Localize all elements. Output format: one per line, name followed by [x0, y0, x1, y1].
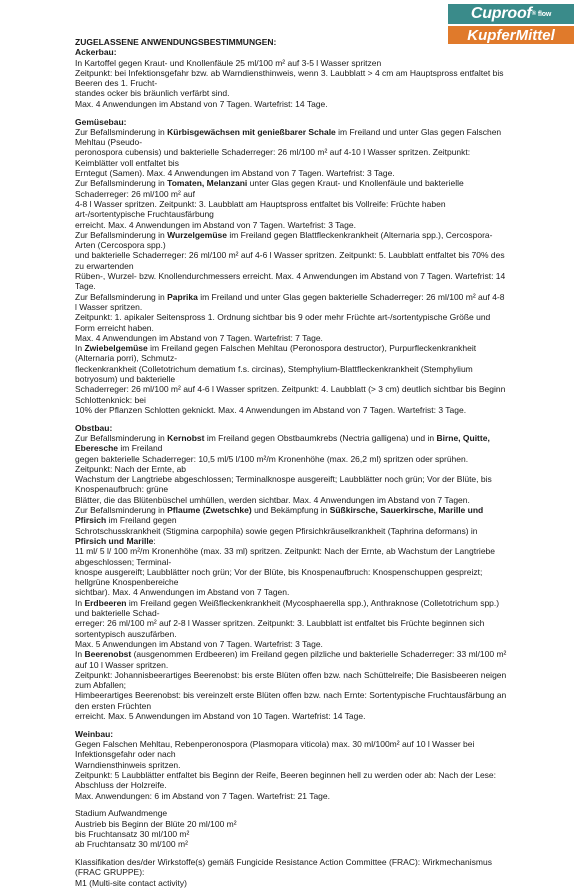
obstbau-line: sichtbar). Max. 4 Anwendungen im Abstand von 7 Tagen. [75, 587, 290, 598]
obstbau-line: Blätter, die das Blütenbüschel umhüllen, werden sichtbar. Max. 4 Anwendungen im Abstand von 7 Tagen. [75, 494, 470, 505]
obstbau-line: knospe ausgereift; Laubblätter noch grün; Vor der Blüte, bis Knospenaufbruch: Knospenschuppen gespreizt; hellgrüne Knospenbereiche [75, 566, 483, 588]
crop-name: Zwiebelgemüse [84, 343, 148, 354]
obstbau-erdbeeren-line: In Erdbeeren im Freiland gegen Weißfleckenkrankheit (Mycosphaerella spp.), Anthraknose (Colletotrichum spp.) und bakterielle Schad- [75, 597, 500, 619]
weinbau-line: Zeitpunkt: 5 Laubblätter entfaltet bis Beginn der Reife, Beeren beginnen hell zu werden oder ab: Nach der Lese: Abschluss der Holzreife. [75, 769, 497, 791]
obstbau-line: Wachstum der Langtriebe abgeschlossen; Terminalknospe ausgereift; Laubblätter noch grün; Vor der Blüte, bis Knospenaufbruch: grüne [75, 474, 492, 495]
obstbau-beerenobst-line: In Beerenobst (ausgenommen Erdbeeren) im Freiland gegen pilzliche und bakterielle Schaderreger: 33 ml/100 m² auf 10 l Wasser spritzen. [75, 649, 507, 670]
weinbau-line: Warndiensthinweis spritzen. [75, 759, 181, 770]
gemuese-line: Max. 4 Anwendungen im Abstand von 7 Tagen. Wartefrist: 7 Tage. [75, 332, 323, 343]
crop-name: Beerenobst [84, 649, 132, 660]
section-heading-gemuesebau: Gemüsebau: [75, 116, 127, 127]
gemuese-line: fleckenkrankheit (Colletotrichum dematium f.s. circinas), Stemphylium-Blattfleckenkrankheit (Stemphylium botryosum) und bakterielle [75, 363, 473, 384]
gemuese-line: peronospora cubensis) und bakterielle Schaderreger: 26 ml/100 m² auf 4-10 l Wasser spritzen. Zeitpunkt: Keimblätter voll entfaltet bis [75, 147, 471, 168]
gemuese-line: Rüben-, Wurzel- bzw. Knollendurchmessers erreicht. Max. 4 Anwendungen im Abstand von 7 Tagen. Wartefrist: 14 Tage. [75, 271, 506, 292]
ackerbau-line: standes ocker bis bräunlich verfärbt sind. [75, 88, 230, 99]
ackerbau-line: Max. 4 Anwendungen im Abstand von 7 Tagen. Wartefrist: 14 Tage. [75, 98, 328, 109]
obstbau-line: Max. 5 Anwendungen im Abstand von 7 Tagen. Wartefrist: 3 Tage. [75, 638, 323, 649]
crop-name: Wurzelgemüse [167, 229, 227, 240]
crop-name: Kernobst [167, 432, 205, 443]
section-heading-weinbau: Weinbau: [75, 728, 114, 739]
crop-name: Kürbisgewächsen mit genießbarer Schale [167, 126, 336, 137]
gemuese-zwiebel-line: In Zwiebelgemüse im Freiland gegen Falschen Mehltau (Peronospora destructor), Purpurfleckenkrankheit (Alternaria porri), Schmutz- [75, 343, 477, 364]
document-title: ZUGELASSENE ANWENDUNGSBESTIMMUNGEN: [75, 37, 277, 47]
crop-name: Pflaume (Zwetschke) [167, 505, 252, 516]
ackerbau-line: In Kartoffel gegen Kraut- und Knollenfäule 25 ml/100 m² auf 3-5 l Wasser spritzen [75, 57, 382, 68]
frac-classification: Klassifikation des/der Wirkstoffe(s) gemäß Fungicide Resistance Action Committee (FRAC): Wirkmechanismus (FRAC GRUPPE): [75, 857, 492, 878]
obstbau-line: erreger: 26 ml/100 m² auf 2-8 l Wasser spritzen. Zeitpunkt: 3. Laubblatt ist entfaltet bis Früchte beginnen sich sortentypisch auszufärben. [75, 618, 485, 639]
brand-flow: flow [537, 10, 552, 18]
stadium-line: Austrieb bis Beginn der Blüte 20 ml/100 m² [75, 818, 237, 829]
obstbau-line: erreicht. Max. 5 Anwendungen im Abstand von 10 Tagen. Wartefrist: 14 Tage. [75, 711, 366, 721]
crop-name: Erdbeeren [84, 597, 127, 608]
obstbau-line: 11 ml/ 5 l/ 100 m²/m Kronenhöhe (max. 33 ml) spritzen. Zeitpunkt: Nach der Ernte, ab Wachstum der Langtriebe abgeschlossen; Terminal- [75, 546, 495, 567]
gemuese-kuerbis-line: Zur Befallsminderung in Kürbisgewächsen mit genießbarer Schale im Freiland und unter Glas gegen Falschen Mehltau (Pseudo- [75, 126, 502, 148]
obstbau-line: Zeitpunkt: Johannisbeerartiges Beerenobst: bis erste Blüten offen bzw. nach Schüttelreife; Die Basisbeeren neigen zum Abfallen; [75, 669, 507, 691]
weinbau-line: Max. Anwendungen: 6 im Abstand von 7 Tagen. Wartefrist: 21 Tage. [75, 790, 330, 801]
weinbau-line: Gegen Falschen Mehltau, Rebenperonospora (Plasmopara viticola) max. 30 ml/100m² auf 10 l Wasser bei Infektionsgefahr oder nach [75, 739, 475, 760]
crop-name: Pfirsich und Marille [75, 535, 154, 546]
obstbau-kernobst-line: Zur Befallsminderung in Kernobst im Freiland gegen Obstbaumkrebs (Nectria galligena) und in Birne, Quitte, Eberesche im Freiland [75, 432, 490, 454]
gemuese-line: und bakterielle Schaderreger: 26 ml/100 m² auf 4-6 l Wasser spritzen. Zeitpunkt: 5. Laubblatt entfaltet bis 70% des zu erwartenden [75, 250, 505, 271]
gemuese-tomaten-line: Zur Befallsminderung in Tomaten, Melanzani unter Glas gegen Kraut- und Knollenfäule und bakterielle Schaderreger: 26 ml/100 m² auf [75, 178, 464, 199]
section-heading-ackerbau: Ackerbau: [75, 47, 117, 58]
crop-name: Paprika [167, 291, 198, 302]
gemuese-line: 10% der Pflanzen Schlotten geknickt. Max. 4 Anwendungen im Abstand von 7 Tagen. Wartefrist: 3 Tage. [75, 404, 467, 415]
gemuese-line: 4-8 l Wasser spritzen. Zeitpunkt: 3. Laubblatt am Hauptspross entfaltet bis Vollreife: Früchte haben art-/sortentypische Fruchtausfärbung [75, 198, 446, 220]
obstbau-pflaume-line: Zur Befallsminderung in Pflaume (Zwetschke) und Bekämpfung in Süßkirsche, Sauerkirsche, Marille und Pfirsich im Freiland gegen [75, 505, 484, 526]
brand-reg: ® [531, 11, 536, 17]
gemuese-line: Schaderreger: 26 ml/100 m² auf 4-6 l Wasser spritzen. Zeitpunkt: 4. Laubblatt (> 3 cm) deutlich sichtbar bis Beginn Schlottenknick: bei [75, 384, 506, 405]
gemuese-paprika-line: Zur Befallsminderung in Paprika im Freiland und unter Glas gegen bakterielle Schaderreger: 26 ml/100 m² auf 4-8 l Wasser spritzen. [75, 291, 505, 312]
crop-name: Tomaten, Melanzani [167, 178, 248, 189]
stadium-header: Stadium Aufwandmenge [75, 808, 168, 819]
label-text [75, 37, 507, 888]
ackerbau-line: Zeitpunkt: bei Infektionsgefahr bzw. ab Warndiensthinweis, wenn 3. Laubblatt > 4 cm am Hauptspross entfaltet bis Beeren des 1. Frucht- [75, 67, 504, 89]
brand-name: Cuproof [470, 5, 532, 22]
obstbau-line: Himbeerartiges Beerenobst: bis vereinzelt erste Blüten offen bzw. nach Ernte: Sortentypische Fruchtausfärbung an den ersten Früchten [75, 690, 507, 711]
gemuese-line: Erntegut (Samen). Max. 4 Anwendungen im Abstand von 7 Tagen. Wartefrist: 3 Tage. [75, 168, 395, 179]
section-heading-obstbau: Obstbau: [75, 422, 113, 433]
gemuese-wurzel-line: Zur Befallsminderung in Wurzelgemüse im Freiland gegen Blattfleckenkrankheit (Alternaria spp.), Cercospora-Arten (Cercospora spp.) [75, 229, 493, 251]
gemuese-line: Zeitpunkt: 1. apikaler Seitenspross 1. Ordnung sichtbar bis 9 oder mehr Früchte art-/sortentypische Größe und Form erreicht haben. [75, 312, 491, 333]
stadium-line: bis Fruchtansatz 30 ml/100 m² [75, 828, 190, 839]
brand-subtitle: KupferMittel [467, 26, 555, 44]
obstbau-line: Schrotschusskrankheit (Stigmina carpophila) sowie gegen Pfirsichkräuselkrankheit (Taphrina deformans) in Pfirsich und Marille: [75, 525, 478, 546]
gemuese-line: erreicht. Max. 4 Anwendungen im Abstand von 7 Tagen. Wartefrist: 3 Tage. [75, 219, 356, 230]
crop-name: Birne, Quitte, Eberesche [75, 432, 490, 454]
stadium-line: ab Fruchtansatz 30 ml/100 m² [75, 839, 188, 850]
brand-name-bar [448, 4, 574, 24]
frac-group: M1 (Multi-site contact activity) [75, 877, 187, 888]
obstbau-line: gegen bakterielle Schaderreger: 10,5 ml/5 l/100 m²/m Kronenhöhe (max. 26,2 ml) spritzen oder sprühen. Zeitpunkt: Nach der Ernte, ab [75, 453, 469, 474]
crop-name: Süßkirsche, Sauerkirsche, Marille und Pfirsich [75, 505, 484, 526]
